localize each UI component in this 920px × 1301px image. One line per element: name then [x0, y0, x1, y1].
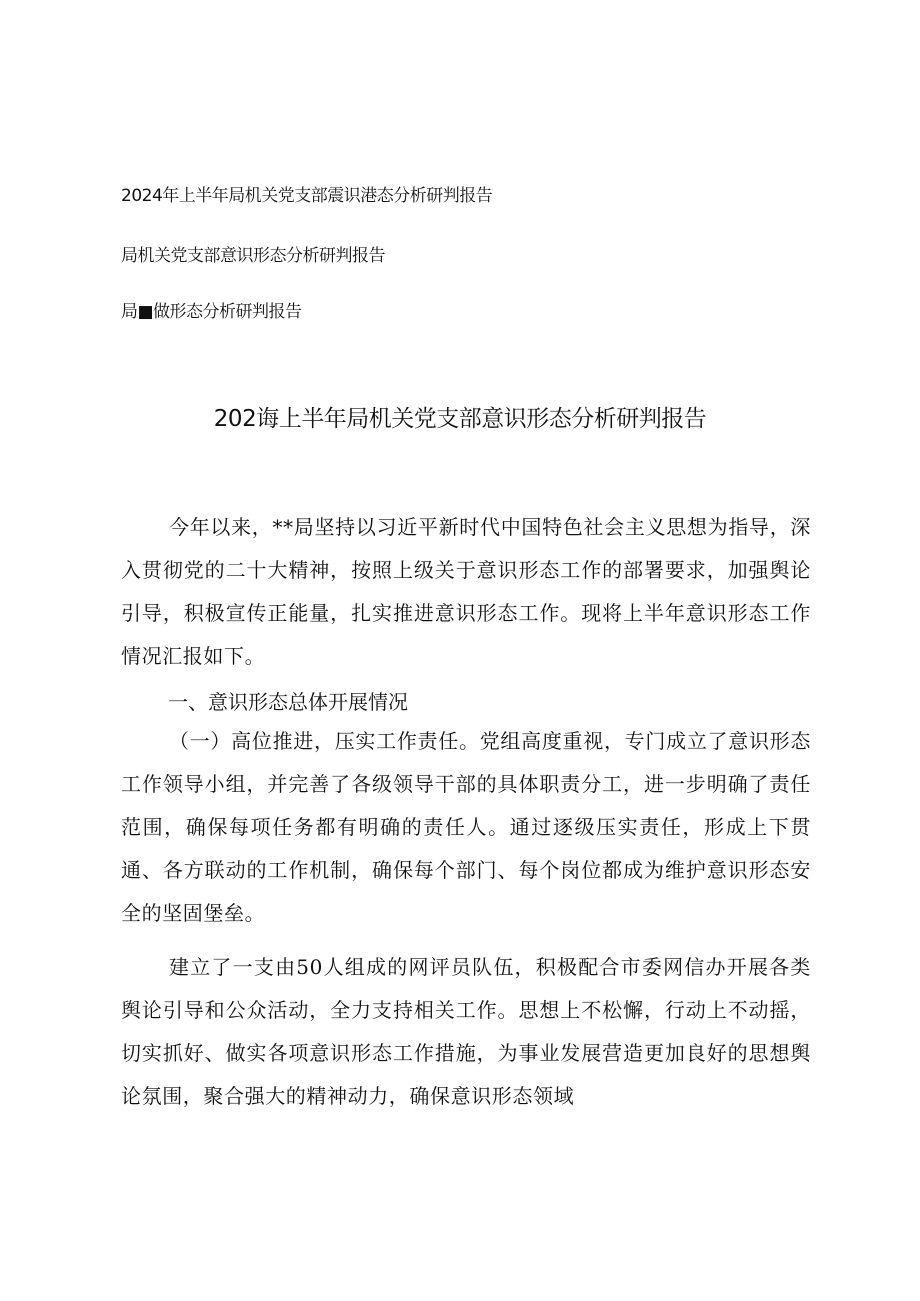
section-heading-1: 一、意识形态总体开展情况 [168, 690, 408, 714]
body-paragraph-2: （一）高位推进，压实工作责任。党组高度重视，专门成立了意识形态工作领导小组，并完善了各级领导干部的具体职责分工，进一步明确了责任范围，确保每项任务都有明确的责任人。通过逐级压实责任，形成上下贯通、各方联动的工作机制，确保每个部门、每个岗位都成为维护意识形态安全的坚固堡垒。 [121, 729, 811, 925]
toc-item-3: 局■做形态分析研判报告 [121, 302, 302, 322]
body-paragraph-3: 建立了一支由50人组成的网评员队伍，积极配合市委网信办开展各类舆论引导和公众活动，全力支持相关工作。思想上不松懈，行动上不动摇，切实抓好、做实各项意识形态工作措施，为事业发展营造更加良好的思想舆论氛围，聚合强大的精神动力，确保意识形态领域 [121, 955, 811, 1108]
document-title: 202诲上半年局机关党支部意识形态分析研判报告 [213, 406, 707, 432]
intro-paragraph: 今年以来，**局坚持以习近平新时代中国特色社会主义思想为指导，深入贯彻党的二十大精神，按照上级关于意识形态工作的部署要求，加强舆论引导，积极宣传正能量，扎实推进意识形态工作。现将上半年意识形态工作情况汇报如下。 [121, 515, 811, 668]
toc-item-1: 2024年上半年局机关党支部震识港态分析研判报告 [121, 186, 493, 206]
toc-item-2: 局机关党支部意识形态分析研判报告 [121, 246, 385, 266]
